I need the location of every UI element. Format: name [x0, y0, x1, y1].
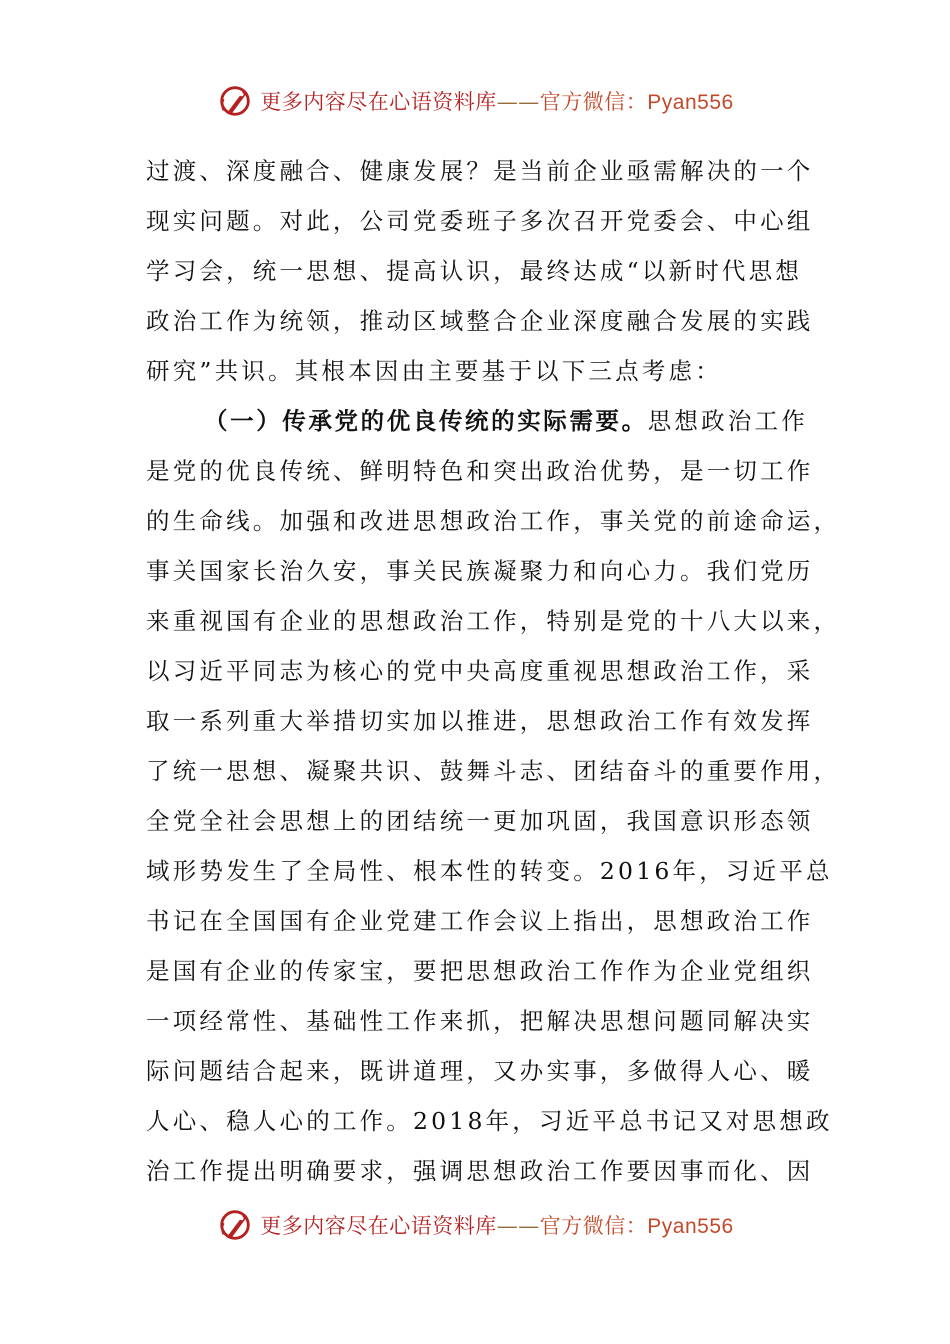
body-line: 政治工作为统领，推动区域整合企业深度融合发展的实践 — [146, 307, 814, 335]
pen-nib-logo-icon — [216, 1206, 254, 1244]
body-line: 现实问题。对此，公司党委班子多次召开党委会、中心组 — [146, 207, 814, 235]
section-heading-line — [146, 396, 806, 446]
body-line: 过渡、深度融合、健康发展？是当前企业亟需解决的一个 — [146, 157, 814, 185]
body-line: 一项经常性、基础性工作来抓，把解决思想问题同解决实 — [146, 1007, 814, 1035]
body-line: 全党全社会思想上的团结统一更加巩固，我国意识形态领 — [146, 807, 814, 835]
header-site: 更多内容尽在心语资料库 — [260, 90, 497, 114]
body-line: 的生命线。加强和改进思想政治工作，事关党的前途命运， — [146, 507, 841, 535]
body-line: 际问题结合起来，既讲道理，又办实事，多做得人心、暖 — [146, 1057, 814, 1085]
footer-site: 更多内容尽在心语资料库 — [260, 1214, 497, 1238]
section-heading: （一）传承党的优良传统的实际需要。 — [204, 407, 648, 435]
body-line: 取一系列重大举措切实加以推进，思想政治工作有效发挥 — [146, 707, 814, 735]
pen-nib-logo-icon — [216, 82, 254, 120]
body-line: 是国有企业的传家宝，要把思想政治工作作为企业党组织 — [146, 957, 814, 985]
footer-separator: —— — [496, 1214, 540, 1238]
document-body — [146, 146, 841, 1196]
header-text — [260, 86, 733, 116]
section-first-line-text: 思想政治工作 — [647, 407, 808, 435]
body-line: 域形势发生了全局性、根本性的转变。2016年，习近平总 — [146, 857, 833, 885]
body-line: 学习会，统一思想、提高认识，最终达成“以新时代思想 — [146, 257, 803, 285]
body-line: 治工作提出明确要求，强调思想政治工作要因事而化、因 — [146, 1157, 814, 1185]
body-line: 来重视国有企业的思想政治工作，特别是党的十八大以来， — [146, 607, 841, 635]
header-banner — [0, 82, 950, 120]
body-line: 了统一思想、凝聚共识、鼓舞斗志、团结奋斗的重要作用， — [146, 757, 841, 785]
header-wechat: 官方微信：Pyan556 — [539, 91, 734, 114]
footer-wechat: 官方微信：Pyan556 — [539, 1215, 734, 1238]
body-line: 书记在全国国有企业党建工作会议上指出，思想政治工作 — [146, 907, 814, 935]
footer-text — [260, 1210, 733, 1240]
footer-banner — [0, 1206, 950, 1244]
body-line: 研究”共识。其根本因由主要基于以下三点考虑： — [146, 357, 722, 385]
body-line: 是党的优良传统、鲜明特色和突出政治优势，是一切工作 — [146, 457, 814, 485]
body-line: 事关国家长治久安，事关民族凝聚力和向心力。我们党历 — [146, 557, 814, 585]
body-line: 以习近平同志为核心的党中央高度重视思想政治工作，采 — [146, 657, 814, 685]
body-line: 人心、稳人心的工作。2018年，习近平总书记又对思想政 — [146, 1107, 833, 1135]
header-separator: —— — [496, 90, 540, 114]
